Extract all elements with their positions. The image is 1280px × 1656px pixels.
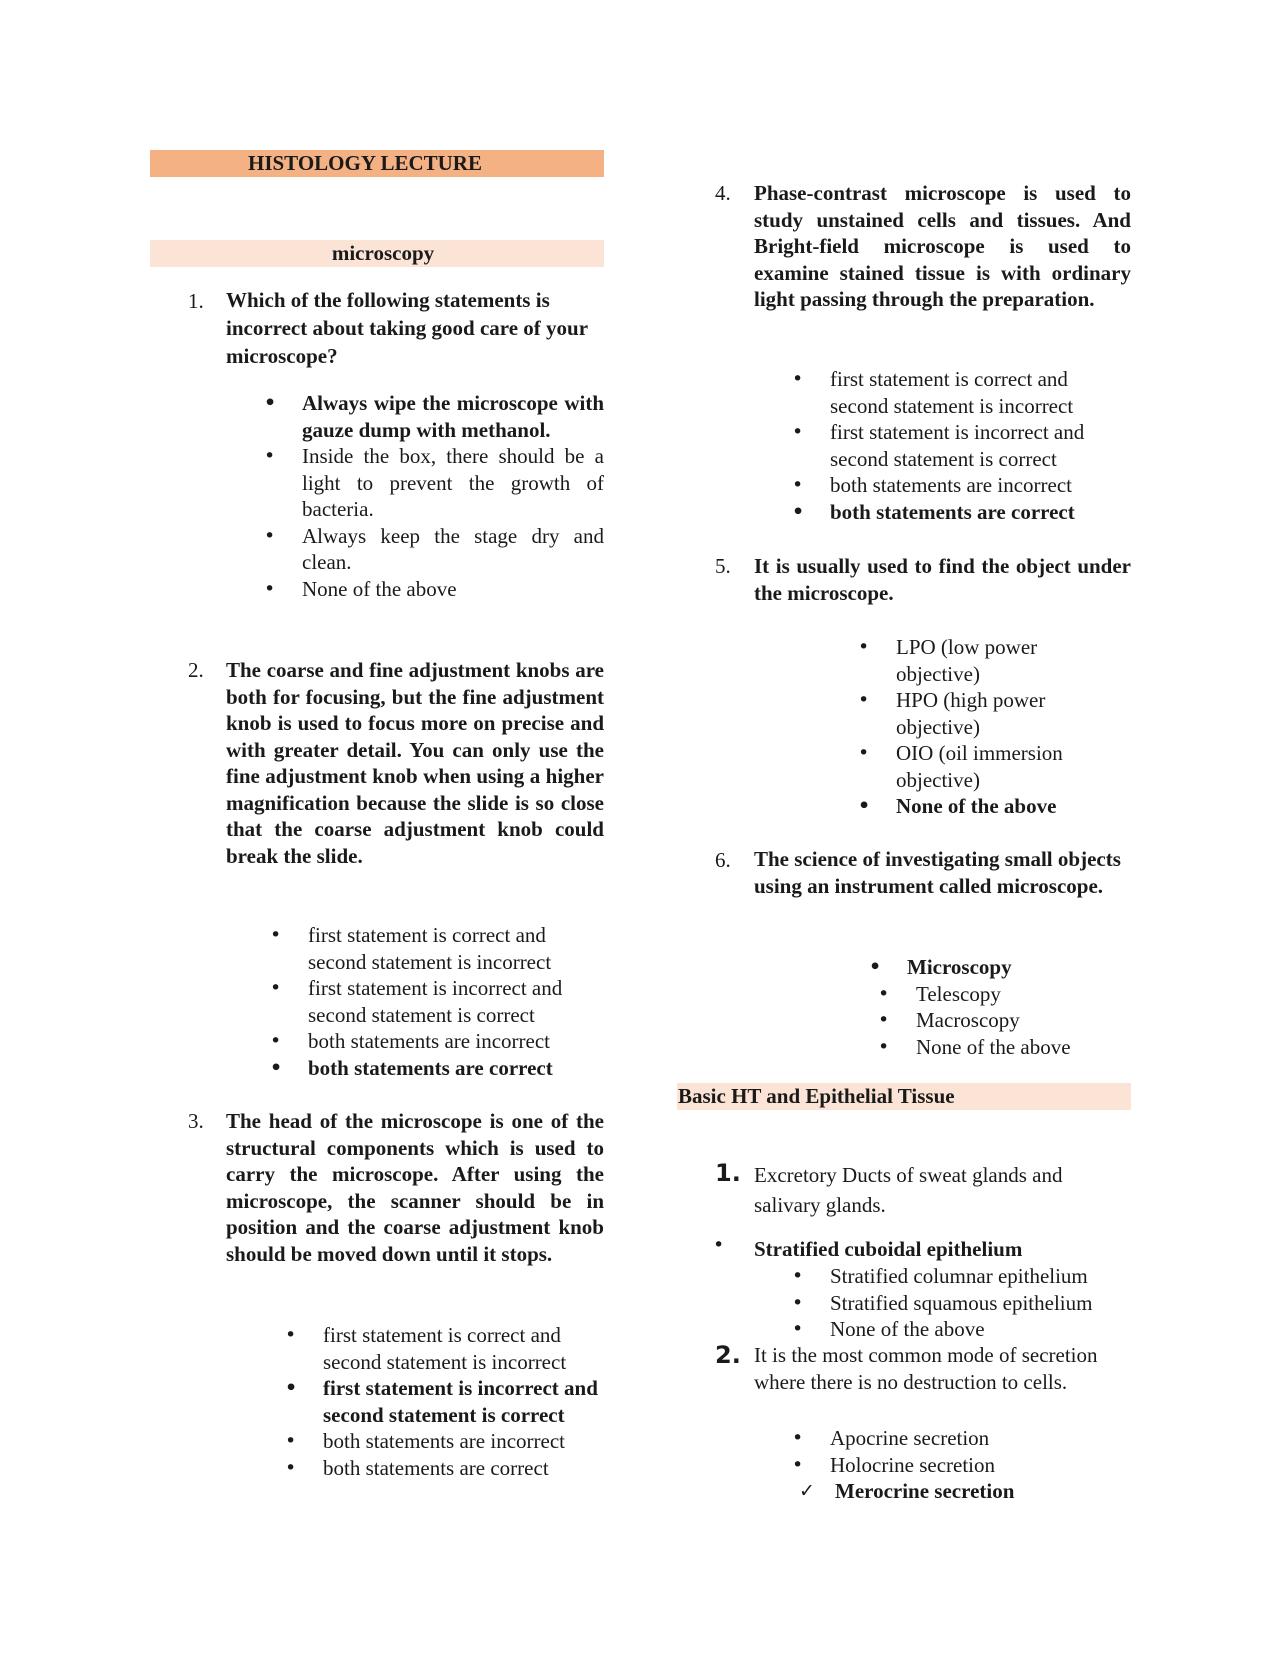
- list-item: • OIO (oil immersion objective): [896, 740, 1096, 793]
- epithelial-question-1-options: [830, 1263, 1131, 1343]
- list-item: • LPO (low power objective): [896, 634, 1096, 687]
- list-item: • both statements are correct: [323, 1455, 604, 1482]
- list-item: • first statement is correct and second statement is incorrect: [308, 922, 604, 975]
- question-6-options: [907, 954, 1116, 1060]
- question-4-number: 4.: [715, 181, 731, 205]
- list-item-checked: ✓ Merocrine secretion: [835, 1478, 1136, 1505]
- bullet-icon: •: [713, 1234, 725, 1256]
- list-item: • both statements are incorrect: [323, 1428, 604, 1455]
- epithelial-question-1-number: 1.: [715, 1159, 741, 1187]
- list-item: • first statement is incorrect and second statement is correct: [830, 419, 1131, 472]
- epithelial-question-1-answer: Stratified cuboidal epithelium: [754, 1237, 1023, 1261]
- list-item: • None of the above: [916, 1034, 1116, 1061]
- list-item: • None of the above: [830, 1316, 1131, 1343]
- list-item: • Stratified squamous epithelium: [830, 1290, 1131, 1317]
- question-3-number: 3.: [188, 1109, 204, 1133]
- list-item: • both statements are correct: [308, 1055, 604, 1082]
- list-item: • Always wipe the microscope with gauze dump with methanol.: [302, 390, 604, 443]
- list-item: • first statement is incorrect and second statement is correct: [308, 975, 604, 1028]
- epithelial-question-1-text: Excretory Ducts of sweat glands and salivary glands.: [754, 1163, 1063, 1217]
- question-2-options: [308, 922, 604, 1081]
- epithelial-question-2-text: It is the most common mode of secretion where there is no destruction to cells.: [754, 1343, 1098, 1394]
- list-item: • both statements are correct: [830, 499, 1131, 526]
- section-heading-microscopy: microscopy: [150, 240, 604, 267]
- list-item: • first statement is correct and second statement is incorrect: [830, 366, 1131, 419]
- list-item: • None of the above: [896, 793, 1096, 820]
- question-5-options: [896, 634, 1096, 820]
- list-item: • Microscopy: [907, 954, 1107, 981]
- list-item: • first statement is incorrect and second statement is correct: [323, 1375, 604, 1428]
- question-2-number: 2.: [188, 658, 204, 682]
- list-item: • Holocrine secretion: [830, 1452, 1131, 1479]
- epithelial-question-2-number: 2.: [715, 1341, 741, 1369]
- question-1-options: [302, 390, 604, 602]
- question-2-text: The coarse and fine adjustment knobs are both for focusing, but the fine adjustment knob is used to focus more on precise and with greater detail. You can only use the fine adjustment knob when using a higher magnification because the slide is so close that the coarse adjustment knob could break the slide.: [226, 658, 604, 868]
- list-item: • HPO (high power objective): [896, 687, 1096, 740]
- section-heading-basic-ht: Basic HT and Epithelial Tissue: [677, 1083, 1131, 1110]
- question-5-text: It is usually used to find the object under the microscope.: [754, 554, 1131, 605]
- question-3-options: [323, 1322, 604, 1481]
- question-6-text: The science of investigating small objects using an instrument called microscope.: [754, 847, 1121, 898]
- epithelial-question-2-options: [830, 1425, 1131, 1505]
- list-item: • None of the above: [302, 576, 604, 603]
- list-item: • both statements are incorrect: [308, 1028, 604, 1055]
- list-item: • first statement is correct and second statement is incorrect: [323, 1322, 604, 1375]
- list-item: • both statements are incorrect: [830, 472, 1131, 499]
- list-item: • Macroscopy: [916, 1007, 1116, 1034]
- question-4-text: Phase-contrast microscope is used to study unstained cells and tissues. And Bright-field microscope is used to examine stained tissue is with ordinary light passing through the preparation.: [754, 181, 1131, 311]
- question-1-number: 1.: [188, 289, 204, 313]
- list-item: • Apocrine secretion: [830, 1425, 1131, 1452]
- question-3-text: The head of the microscope is one of the structural components which is used to carry the microscope. After using the microscope, the scanner should be in position and the coarse adjustment knob should be moved down until it stops.: [226, 1109, 604, 1266]
- document-title-banner: HISTOLOGY LECTURE: [150, 150, 604, 177]
- list-item: • Always keep the stage dry and clean.: [302, 523, 604, 576]
- list-item: • Telescopy: [916, 981, 1116, 1008]
- question-4-options: [830, 366, 1131, 525]
- question-6-number: 6.: [715, 848, 731, 872]
- list-item: • Stratified columnar epithelium: [830, 1263, 1131, 1290]
- question-5-number: 5.: [715, 554, 731, 578]
- list-item: • Inside the box, there should be a light to prevent the growth of bacteria.: [302, 443, 604, 523]
- question-1-text: Which of the following statements is incorrect about taking good care of your microscope?: [226, 288, 588, 368]
